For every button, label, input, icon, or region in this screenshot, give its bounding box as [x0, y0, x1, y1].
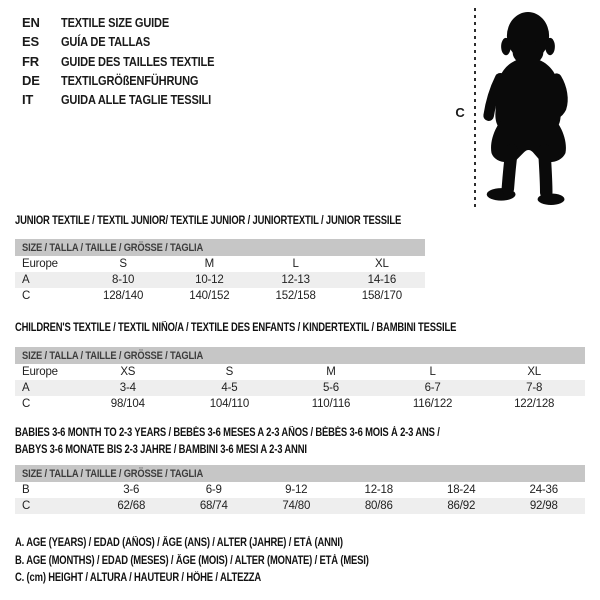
babies-table-header [15, 465, 585, 482]
age-cell: 3-4 [119, 382, 136, 394]
size-cell: M [204, 258, 215, 270]
age-cell: 14-16 [367, 274, 397, 286]
language-title: GUIDA ALLE TAGLIE TESSILI [61, 92, 212, 108]
height-cell: 152/158 [275, 290, 316, 302]
height-cell: 158/170 [361, 290, 402, 302]
age-cell: 3-6 [123, 484, 140, 496]
children-table-header [15, 347, 585, 364]
language-title: GUÍA DE TALLAS [61, 34, 151, 50]
legend-notes [15, 537, 446, 590]
age-cell: 6-7 [424, 382, 441, 394]
age-cell: 24-36 [529, 484, 558, 496]
junior-size-table [15, 239, 425, 304]
row-label: Europe [22, 366, 58, 378]
height-measure-dashed-line [474, 8, 476, 210]
age-cell: 18-24 [447, 484, 476, 496]
table-row-age [15, 380, 585, 396]
row-label: A [22, 274, 30, 286]
size-cell: S [119, 258, 127, 270]
size-header-label: SIZE / TALLA / TAILLE / GRÖSSE / TAGLIA [22, 241, 204, 254]
children-size-table [15, 347, 585, 412]
language-code: ES [22, 34, 39, 50]
size-cell: S [225, 366, 234, 378]
height-cell: 104/110 [209, 398, 250, 410]
row-label: C [22, 500, 31, 512]
height-cell: 62/68 [117, 500, 146, 512]
size-cell: L [292, 258, 299, 270]
height-cell: 116/122 [412, 398, 453, 410]
height-cell: 92/98 [529, 500, 558, 512]
row-label: C [22, 398, 31, 410]
age-cell: 7-8 [526, 382, 543, 394]
junior-section-title: JUNIOR TEXTILE / TEXTIL JUNIOR/ TEXTILE JUNIOR / JUNIORTEXTIL / JUNIOR TESSILE [15, 215, 402, 227]
language-row-es [22, 32, 241, 51]
age-cell: 4-5 [221, 382, 238, 394]
height-cell: 140/152 [189, 290, 230, 302]
language-list [22, 13, 241, 109]
size-cell: XL [375, 258, 389, 270]
table-row-height [15, 498, 585, 514]
babies-section-title-line2: BABYS 3-6 MONATE BIS 2-3 JAHRE / BAMBINI 3-6 MESI A 2-3 ANNI [15, 444, 307, 456]
baby-silhouette [480, 6, 576, 210]
row-label: C [22, 290, 31, 302]
row-label: A [22, 382, 30, 394]
age-cell: 12-18 [364, 484, 393, 496]
language-row-it [22, 90, 241, 109]
height-cell: 80/86 [364, 500, 393, 512]
junior-table-header [15, 239, 425, 256]
height-cell: 110/116 [311, 398, 351, 410]
language-row-fr [22, 52, 241, 71]
table-row-height [15, 288, 425, 304]
size-cell: XL [527, 366, 541, 378]
language-code: DE [22, 73, 40, 89]
height-cell: 68/74 [199, 500, 228, 512]
table-row-age-months [15, 482, 585, 498]
age-cell: 9-12 [285, 484, 308, 496]
table-row-height [15, 396, 585, 412]
height-measure-label: C [455, 105, 465, 120]
height-cell: 128/140 [103, 290, 144, 302]
age-cell: 12-13 [281, 274, 310, 286]
row-label: B [22, 484, 30, 496]
language-row-de [22, 71, 241, 90]
size-header-label: SIZE / TALLA / TAILLE / GRÖSSE / TAGLIA [22, 349, 204, 362]
age-cell: 8-10 [112, 274, 135, 286]
note-height-cm: C. (cm) HEIGHT / ALTURA / HAUTEUR / HÖHE / ALTEZZA [15, 572, 262, 584]
age-cell: 5-6 [322, 382, 339, 394]
note-age-years: A. AGE (YEARS) / EDAD (AÑOS) / ÂGE (ANS) / ALTER (JAHRE) / ETÀ (ANNI) [15, 537, 343, 549]
height-cell: 98/104 [110, 398, 145, 410]
height-cell: 74/80 [282, 500, 311, 512]
babies-section-title-line1: BABIES 3-6 MONTH TO 2-3 YEARS / BEBÉS 3-6 MESES A 2-3 AÑOS / BÉBÉS 3-6 MOIS À 2-3 ANS / [15, 427, 440, 439]
height-cell: 122/128 [514, 398, 555, 410]
language-title: GUIDE DES TAILLES TEXTILE [61, 53, 215, 69]
language-code: EN [22, 15, 40, 31]
table-row-age [15, 272, 425, 288]
size-cell: XS [120, 366, 136, 378]
language-row-en [22, 13, 241, 32]
row-label: Europe [22, 258, 58, 270]
note-age-months: B. AGE (MONTHS) / EDAD (MESES) / ÂGE (MOIS) / ALTER (MONATE) / ETÀ (MESI) [15, 554, 369, 567]
babies-size-table [15, 465, 585, 514]
size-cell: M [326, 366, 336, 378]
size-cell: L [429, 366, 436, 378]
language-code: IT [22, 92, 34, 108]
table-row-europe [15, 256, 425, 272]
language-title: TEXTILE SIZE GUIDE [61, 15, 170, 31]
age-cell: 6-9 [205, 484, 222, 496]
table-row-europe [15, 364, 585, 380]
age-cell: 10-12 [195, 274, 224, 286]
height-cell: 86/92 [447, 500, 476, 512]
language-code: FR [22, 53, 39, 69]
size-header-label: SIZE / TALLA / TAILLE / GRÖSSE / TAGLIA [22, 467, 204, 480]
children-section-title: CHILDREN'S TEXTILE / TEXTIL NIÑO/A / TEXTILE DES ENFANTS / KINDERTEXTIL / BAMBINI TESSILE [15, 322, 457, 334]
language-title: TEXTILGRÖßENFÜHRUNG [61, 73, 199, 89]
